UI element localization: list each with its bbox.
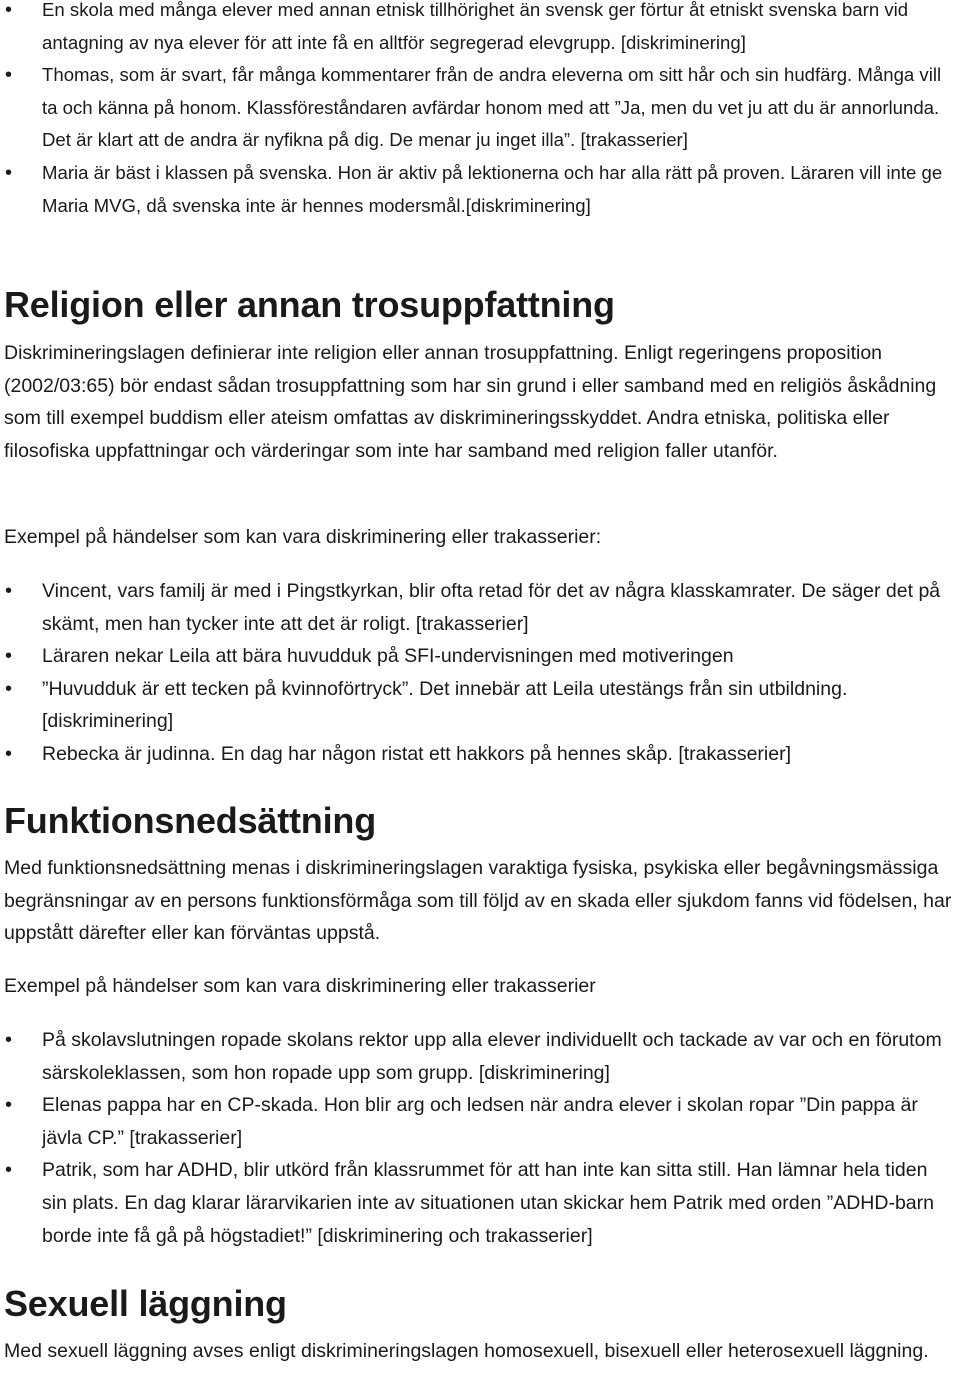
section-paragraph-sexuell-laggning: Med sexuell läggning avses enligt diskrimineringslagen homosexuell, bisexuell eller heterosexuell läggning. <box>4 1340 929 1362</box>
bullet-icon: • <box>5 161 13 184</box>
bullet-icon: • <box>5 0 13 21</box>
list-item <box>0 1089 958 1154</box>
list-item-text: Rebecka är judinna. En dag har någon ristat ett hakkors på hennes skåp. [trakasserier] <box>42 742 792 765</box>
list-item-text: På skolavslutningen ropade skolans rektor upp alla elever individuellt och tackade av var och en förutom särskoleklassen, som hon ropade upp som grupp. [diskriminering] <box>42 1029 942 1084</box>
examples-intro-religion: Exempel på händelser som kan vara diskriminering eller trakasserier: <box>4 526 602 548</box>
list-item <box>0 157 958 222</box>
list-item-text: Vincent, vars familj är med i Pingstkyrkan, blir ofta retad för det av några klasskamrater. De säger det på skämt, men han tycker inte att det är roligt. [trakasserier] <box>42 580 941 635</box>
bullet-icon: • <box>5 1159 13 1182</box>
bullet-icon: • <box>5 64 13 87</box>
section-paragraph-funktionsnedsattning: Med funktionsnedsättning menas i diskrimineringslagen varaktiga fysiska, psykiska eller begåvningsmässiga begränsningar av en persons funktionsförmåga som till följd av en skada eller sjukdom fanns vid födelsen, har uppstått därefter eller kan förväntas uppstå. <box>4 857 952 945</box>
list-item-text: ”Huvudduk är ett tecken på kvinnoförtryck”. Det innebär att Leila utestängs från sin utbildning. [diskriminering] <box>42 677 848 733</box>
section-heading-religion: Religion eller annan trosuppfattning <box>4 284 615 325</box>
bullet-icon: • <box>5 645 13 668</box>
discrimination-examples-list-ethnicity <box>0 0 958 222</box>
bullet-icon: • <box>5 677 13 700</box>
list-item-text: Patrik, som har ADHD, blir utkörd från klassrummet för att han inte kan sitta still. Han lämnar hela tiden sin plats. En dag klarar lärarvikarien inte av situationen utan skickar hem Patrik med orden ”ADHD-barn borde inte få gå på högstadiet!” [diskriminering och trakasserier] <box>42 1159 934 1247</box>
list-item-text: Elenas pappa har en CP-skada. Hon blir arg och ledsen när andra elever i skolan ropar ”Din pappa är jävla CP.” [trakasserier] <box>42 1094 918 1149</box>
list-item-text: Läraren nekar Leila att bära huvudduk på SFI-undervisningen med motiveringen <box>42 645 734 668</box>
section-paragraph-religion: Diskrimineringslagen definierar inte religion eller annan trosuppfattning. Enligt regeringens proposition (2002/03:65) bör endast sådan trosuppfattning som har sin grund i eller samband med en religiös åskådning som till exempel buddism eller ateism omfattas av diskrimineringsskyddet. Andra etniska, politiska eller filosofiska uppfattningar och värderingar som inte har samband med religion faller utanför. <box>4 342 937 462</box>
bullet-icon: • <box>5 742 13 765</box>
section-heading-sexuell-laggning: Sexuell läggning <box>4 1283 287 1324</box>
list-item <box>0 640 958 673</box>
list-item <box>0 1154 958 1252</box>
examples-intro-funktionsnedsattning: Exempel på händelser som kan vara diskriminering eller trakasserier <box>4 975 596 997</box>
list-item-text: En skola med många elever med annan etnisk tillhörighet än svensk ger förtur åt etniskt svenska barn vid antagning av nya elever för att inte få en alltför segregerad elevgrupp. [diskriminering] <box>42 0 909 53</box>
section-heading-funktionsnedsattning: Funktionsnedsättning <box>4 800 376 841</box>
examples-list-funktionsnedsattning <box>0 1024 958 1252</box>
list-item <box>0 59 958 157</box>
examples-list-religion <box>0 575 958 771</box>
bullet-icon: • <box>5 580 13 602</box>
list-item <box>0 738 958 771</box>
bullet-icon: • <box>5 1094 13 1117</box>
list-item <box>0 575 958 640</box>
list-item <box>0 0 958 59</box>
list-item <box>0 673 958 738</box>
list-item-text: Maria är bäst i klassen på svenska. Hon är aktiv på lektionerna och har alla rätt på proven. Läraren vill inte ge Maria MVG, då svenska inte är hennes modersmål.[diskriminering] <box>42 161 943 216</box>
list-item-text: Thomas, som är svart, får många kommentarer från de andra eleverna om sitt hår och sin hudfärg. Många vill ta och känna på honom. Klassföreståndaren avfärdar honom med att ”Ja, men du vet ju att du är annorlunda. Det är klart att de andra är nyfikna på dig. De menar ju inget illa”. [trakasserier] <box>42 64 942 151</box>
list-item <box>0 1024 958 1089</box>
bullet-icon: • <box>5 1029 13 1051</box>
